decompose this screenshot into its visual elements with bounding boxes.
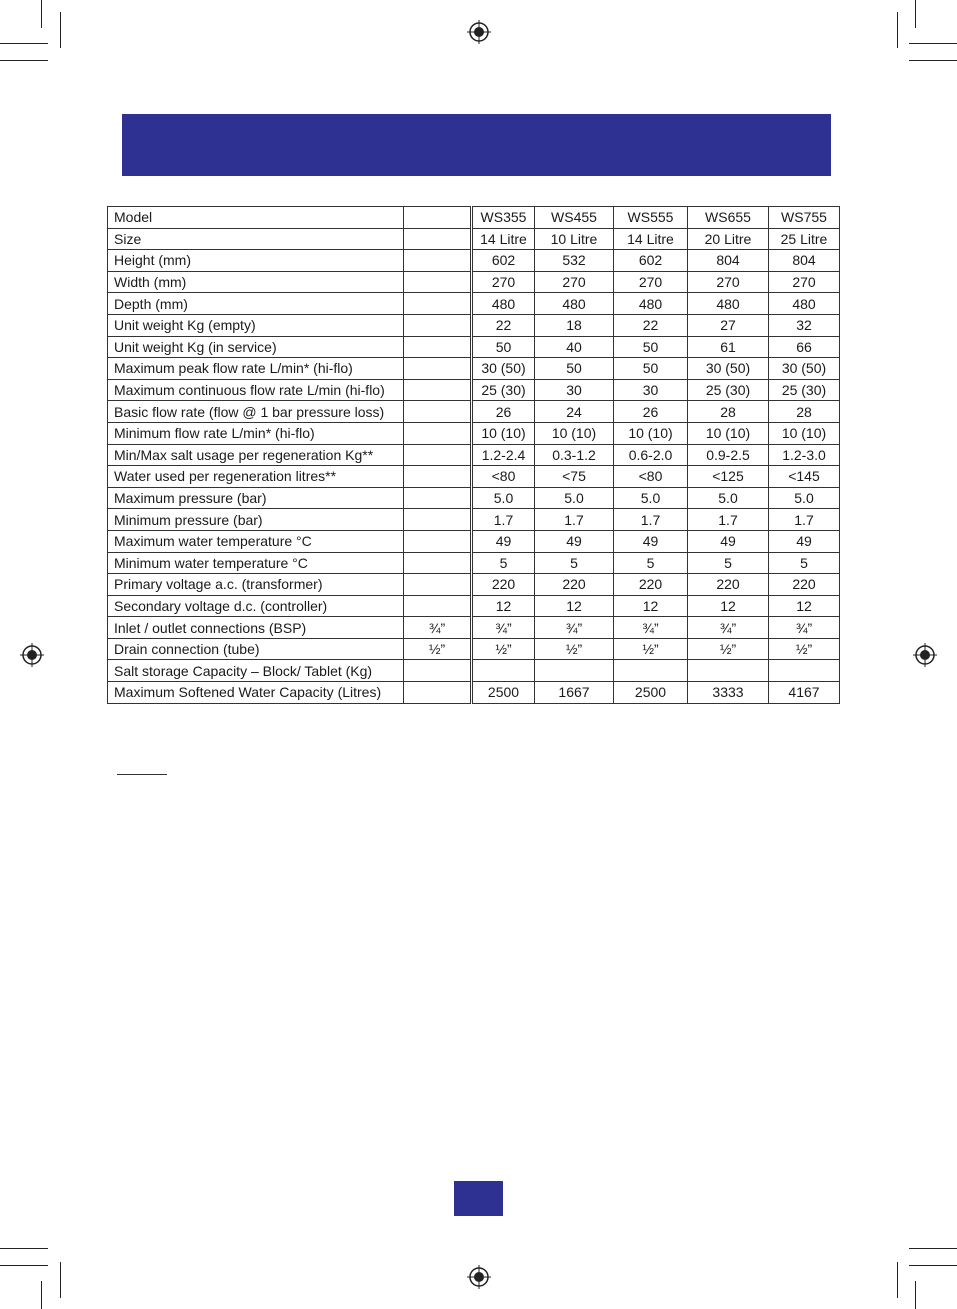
value-cell: ¾” bbox=[769, 617, 840, 639]
registration-mark-icon bbox=[913, 643, 937, 667]
value-cell: WS755 bbox=[769, 207, 840, 229]
crop-mark bbox=[60, 1262, 61, 1298]
row-label: Maximum peak flow rate L/min* (hi-flo) bbox=[108, 358, 404, 380]
common-value-cell bbox=[404, 509, 471, 531]
row-label: Minimum flow rate L/min* (hi-flo) bbox=[108, 422, 404, 444]
value-cell: 220 bbox=[688, 574, 769, 596]
row-label: Minimum pressure (bar) bbox=[108, 509, 404, 531]
value-cell: 1667 bbox=[535, 682, 614, 704]
value-cell: 49 bbox=[473, 530, 535, 552]
value-cell: 804 bbox=[769, 250, 840, 272]
crop-mark bbox=[909, 60, 957, 61]
table-row bbox=[108, 358, 840, 380]
crop-mark bbox=[915, 0, 916, 28]
registration-mark-icon bbox=[467, 20, 491, 44]
value-cell: 14 Litre bbox=[473, 228, 535, 250]
row-label: Width (mm) bbox=[108, 271, 404, 293]
row-label: Water used per regeneration litres** bbox=[108, 466, 404, 488]
value-cell: ¾” bbox=[473, 617, 535, 639]
table-row bbox=[108, 509, 840, 531]
value-cell bbox=[614, 660, 688, 682]
table-row bbox=[108, 422, 840, 444]
value-cell: 24 bbox=[535, 401, 614, 423]
value-cell: 12 bbox=[688, 595, 769, 617]
specification-table-body bbox=[108, 207, 840, 704]
row-label: Unit weight Kg (in service) bbox=[108, 336, 404, 358]
value-cell: 49 bbox=[688, 530, 769, 552]
value-cell: 602 bbox=[614, 250, 688, 272]
row-label: Height (mm) bbox=[108, 250, 404, 272]
value-cell: 30 bbox=[614, 379, 688, 401]
value-cell: 270 bbox=[614, 271, 688, 293]
value-cell: 0.3-1.2 bbox=[535, 444, 614, 466]
value-cell: 10 (10) bbox=[614, 422, 688, 444]
value-cell: 49 bbox=[769, 530, 840, 552]
value-cell: 40 bbox=[535, 336, 614, 358]
value-cell: 50 bbox=[614, 358, 688, 380]
table-row bbox=[108, 207, 840, 229]
row-label: Basic flow rate (flow @ 1 bar pressure loss) bbox=[108, 401, 404, 423]
common-value-cell bbox=[404, 358, 471, 380]
table-row bbox=[108, 530, 840, 552]
table-row bbox=[108, 228, 840, 250]
table-row bbox=[108, 293, 840, 315]
row-label: Inlet / outlet connections (BSP) bbox=[108, 617, 404, 639]
value-cell: ¾” bbox=[688, 617, 769, 639]
crop-mark bbox=[897, 12, 898, 48]
registration-mark-icon bbox=[20, 643, 44, 667]
value-cell: WS655 bbox=[688, 207, 769, 229]
value-cell: ½” bbox=[769, 638, 840, 660]
value-cell: 1.7 bbox=[769, 509, 840, 531]
row-label: Maximum pressure (bar) bbox=[108, 487, 404, 509]
table-row bbox=[108, 682, 840, 704]
value-cell: 1.2-3.0 bbox=[769, 444, 840, 466]
value-cell: 12 bbox=[535, 595, 614, 617]
value-cell: 2500 bbox=[614, 682, 688, 704]
value-cell: 220 bbox=[473, 574, 535, 596]
common-value-cell bbox=[404, 207, 471, 229]
value-cell: 532 bbox=[535, 250, 614, 272]
value-cell: 480 bbox=[614, 293, 688, 315]
value-cell: 5 bbox=[688, 552, 769, 574]
row-label: Maximum Softened Water Capacity (Litres) bbox=[108, 682, 404, 704]
common-value-cell bbox=[404, 250, 471, 272]
crop-mark bbox=[0, 1248, 48, 1249]
value-cell: 18 bbox=[535, 314, 614, 336]
row-label: Size bbox=[108, 228, 404, 250]
common-value-cell bbox=[404, 660, 471, 682]
value-cell: 27 bbox=[688, 314, 769, 336]
value-cell: ½” bbox=[688, 638, 769, 660]
common-value-cell bbox=[404, 314, 471, 336]
registration-mark-icon bbox=[467, 1265, 491, 1289]
value-cell: 66 bbox=[769, 336, 840, 358]
value-cell: 2500 bbox=[473, 682, 535, 704]
table-row bbox=[108, 271, 840, 293]
common-value-cell bbox=[404, 682, 471, 704]
row-label: Drain connection (tube) bbox=[108, 638, 404, 660]
value-cell: ¾” bbox=[614, 617, 688, 639]
value-cell bbox=[769, 660, 840, 682]
common-value-cell bbox=[404, 552, 471, 574]
crop-mark bbox=[41, 1281, 42, 1309]
common-value-cell: ½” bbox=[404, 638, 471, 660]
value-cell: 5 bbox=[473, 552, 535, 574]
value-cell: 0.9-2.5 bbox=[688, 444, 769, 466]
value-cell: 30 (50) bbox=[769, 358, 840, 380]
value-cell: <80 bbox=[473, 466, 535, 488]
value-cell bbox=[688, 660, 769, 682]
value-cell: 5.0 bbox=[535, 487, 614, 509]
value-cell: <80 bbox=[614, 466, 688, 488]
value-cell: 1.2-2.4 bbox=[473, 444, 535, 466]
common-value-cell: ¾” bbox=[404, 617, 471, 639]
common-value-cell bbox=[404, 444, 471, 466]
value-cell: 25 Litre bbox=[769, 228, 840, 250]
common-value-cell bbox=[404, 401, 471, 423]
value-cell: <75 bbox=[535, 466, 614, 488]
table-row bbox=[108, 250, 840, 272]
value-cell: ½” bbox=[535, 638, 614, 660]
specification-table bbox=[107, 206, 840, 704]
table-row bbox=[108, 444, 840, 466]
value-cell: 10 (10) bbox=[769, 422, 840, 444]
value-cell bbox=[473, 660, 535, 682]
value-cell: 26 bbox=[473, 401, 535, 423]
value-cell: ½” bbox=[473, 638, 535, 660]
value-cell: <145 bbox=[769, 466, 840, 488]
table-row bbox=[108, 595, 840, 617]
common-value-cell bbox=[404, 487, 471, 509]
row-label: Secondary voltage d.c. (controller) bbox=[108, 595, 404, 617]
value-cell: 220 bbox=[535, 574, 614, 596]
common-value-cell bbox=[404, 466, 471, 488]
value-cell: 480 bbox=[473, 293, 535, 315]
common-value-cell bbox=[404, 293, 471, 315]
value-cell: 3333 bbox=[688, 682, 769, 704]
row-label: Primary voltage a.c. (transformer) bbox=[108, 574, 404, 596]
crop-mark bbox=[41, 0, 42, 28]
table-row bbox=[108, 660, 840, 682]
value-cell: 10 (10) bbox=[688, 422, 769, 444]
value-cell: 61 bbox=[688, 336, 769, 358]
value-cell: 26 bbox=[614, 401, 688, 423]
value-cell: 1.7 bbox=[473, 509, 535, 531]
table-row bbox=[108, 379, 840, 401]
value-cell: 5 bbox=[535, 552, 614, 574]
row-label: Minimum water temperature °C bbox=[108, 552, 404, 574]
value-cell: 5 bbox=[614, 552, 688, 574]
value-cell: 480 bbox=[535, 293, 614, 315]
value-cell: 22 bbox=[614, 314, 688, 336]
value-cell: 30 (50) bbox=[473, 358, 535, 380]
value-cell: 49 bbox=[535, 530, 614, 552]
value-cell: 270 bbox=[473, 271, 535, 293]
value-cell: 5.0 bbox=[473, 487, 535, 509]
value-cell: 602 bbox=[473, 250, 535, 272]
value-cell: ½” bbox=[614, 638, 688, 660]
notes-underline bbox=[117, 774, 167, 775]
crop-mark bbox=[909, 1248, 957, 1249]
section-header-banner bbox=[122, 114, 831, 176]
value-cell bbox=[535, 660, 614, 682]
value-cell: 1.7 bbox=[688, 509, 769, 531]
value-cell: 12 bbox=[473, 595, 535, 617]
value-cell: 22 bbox=[473, 314, 535, 336]
value-cell: 28 bbox=[769, 401, 840, 423]
value-cell: 5.0 bbox=[614, 487, 688, 509]
crop-mark bbox=[0, 60, 48, 61]
row-label: Maximum water temperature °C bbox=[108, 530, 404, 552]
crop-mark bbox=[915, 1281, 916, 1309]
page-number-tab bbox=[454, 1181, 503, 1216]
crop-mark bbox=[0, 43, 48, 44]
value-cell: 50 bbox=[535, 358, 614, 380]
crop-mark bbox=[909, 1265, 957, 1266]
value-cell: 50 bbox=[614, 336, 688, 358]
value-cell: ¾” bbox=[535, 617, 614, 639]
value-cell: 49 bbox=[614, 530, 688, 552]
value-cell: 220 bbox=[614, 574, 688, 596]
row-label: Model bbox=[108, 207, 404, 229]
row-label: Salt storage Capacity – Block/ Tablet (Kg) bbox=[108, 660, 404, 682]
value-cell: 10 Litre bbox=[535, 228, 614, 250]
common-value-cell bbox=[404, 530, 471, 552]
common-value-cell bbox=[404, 228, 471, 250]
value-cell: 25 (30) bbox=[473, 379, 535, 401]
value-cell: 12 bbox=[769, 595, 840, 617]
table-row bbox=[108, 401, 840, 423]
row-label: Min/Max salt usage per regeneration Kg** bbox=[108, 444, 404, 466]
value-cell: WS455 bbox=[535, 207, 614, 229]
table-row bbox=[108, 552, 840, 574]
common-value-cell bbox=[404, 574, 471, 596]
value-cell: 220 bbox=[769, 574, 840, 596]
common-value-cell bbox=[404, 336, 471, 358]
value-cell: 804 bbox=[688, 250, 769, 272]
value-cell: 5 bbox=[769, 552, 840, 574]
value-cell: 32 bbox=[769, 314, 840, 336]
crop-mark bbox=[0, 1265, 48, 1266]
common-value-cell bbox=[404, 595, 471, 617]
table-row bbox=[108, 638, 840, 660]
table-row bbox=[108, 487, 840, 509]
value-cell: <125 bbox=[688, 466, 769, 488]
table-row bbox=[108, 314, 840, 336]
value-cell: 1.7 bbox=[535, 509, 614, 531]
value-cell: 10 (10) bbox=[473, 422, 535, 444]
table-row bbox=[108, 466, 840, 488]
value-cell: 4167 bbox=[769, 682, 840, 704]
value-cell: 0.6-2.0 bbox=[614, 444, 688, 466]
value-cell: WS355 bbox=[473, 207, 535, 229]
value-cell: WS555 bbox=[614, 207, 688, 229]
value-cell: 5.0 bbox=[688, 487, 769, 509]
crop-mark bbox=[897, 1262, 898, 1298]
table-row bbox=[108, 617, 840, 639]
row-label: Unit weight Kg (empty) bbox=[108, 314, 404, 336]
value-cell: 1.7 bbox=[614, 509, 688, 531]
table-row bbox=[108, 336, 840, 358]
common-value-cell bbox=[404, 271, 471, 293]
crop-mark bbox=[909, 43, 957, 44]
value-cell: 480 bbox=[769, 293, 840, 315]
value-cell: 20 Litre bbox=[688, 228, 769, 250]
value-cell: 480 bbox=[688, 293, 769, 315]
value-cell: 30 bbox=[535, 379, 614, 401]
value-cell: 28 bbox=[688, 401, 769, 423]
value-cell: 10 (10) bbox=[535, 422, 614, 444]
row-label: Depth (mm) bbox=[108, 293, 404, 315]
table-row bbox=[108, 574, 840, 596]
value-cell: 50 bbox=[473, 336, 535, 358]
value-cell: 12 bbox=[614, 595, 688, 617]
value-cell: 270 bbox=[769, 271, 840, 293]
value-cell: 25 (30) bbox=[769, 379, 840, 401]
row-label: Maximum continuous flow rate L/min (hi-flo) bbox=[108, 379, 404, 401]
common-value-cell bbox=[404, 379, 471, 401]
crop-mark bbox=[60, 12, 61, 48]
common-value-cell bbox=[404, 422, 471, 444]
value-cell: 270 bbox=[535, 271, 614, 293]
value-cell: 5.0 bbox=[769, 487, 840, 509]
value-cell: 270 bbox=[688, 271, 769, 293]
value-cell: 25 (30) bbox=[688, 379, 769, 401]
value-cell: 30 (50) bbox=[688, 358, 769, 380]
value-cell: 14 Litre bbox=[614, 228, 688, 250]
